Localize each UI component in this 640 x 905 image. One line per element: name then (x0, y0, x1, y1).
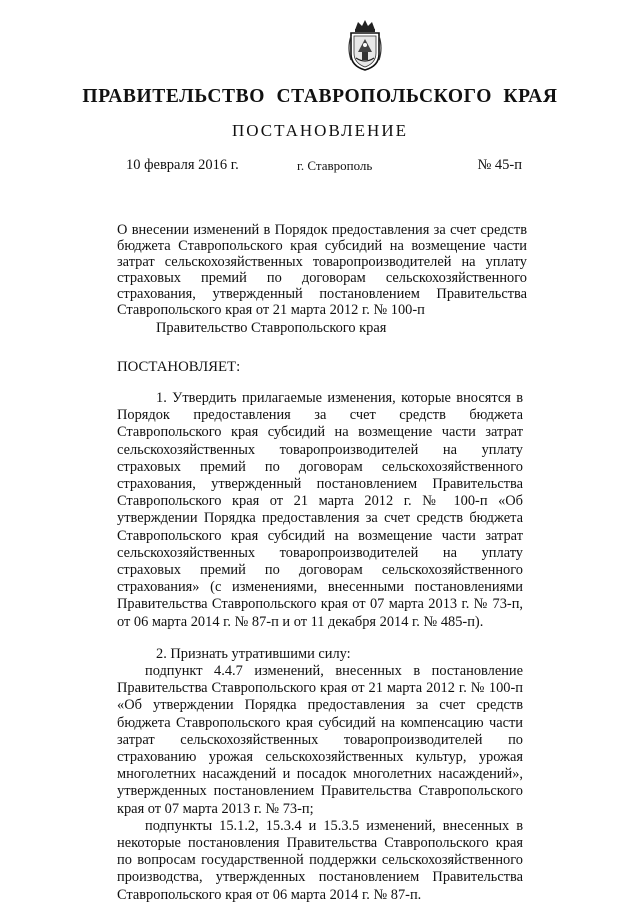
government-title: ПРАВИТЕЛЬСТВО СТАВРОПОЛЬСКОГО КРАЯ (82, 86, 558, 107)
paragraph-2b: подпункты 15.1.2, 15.3.4 и 15.3.5 изменений, внесенных в некоторые постановления Правительства Ставропольского края по вопросам государственной поддержки сельскохозяйственного производства, утвержденных постановлением Правительства Ставропольского края от 06 марта 2014 г. № 87-п. (117, 817, 523, 903)
preamble: Правительство Ставропольского края (156, 320, 387, 336)
document-city: г. Ставрополь (297, 158, 373, 173)
document-body (117, 390, 523, 904)
coat-of-arms-icon (345, 18, 385, 72)
document-subject: О внесении изменений в Порядок предоставления за счет средств бюджета Ставропольского края субсидий на возмещение части затрат сельскохозяйственных товаропроизводителей на уплату страховых премий по договорам сельскохозяйственного страхования, утвержденный постановлением Правительства Ставропольского края от 21 марта 2012 г. № 100-п (117, 222, 527, 318)
document-type: ПОСТАНОВЛЕНИЕ (231, 121, 408, 140)
document-date: 10 февраля 2016 г. (126, 157, 239, 173)
paragraph-1: 1. Утвердить прилагаемые изменения, которые вносятся в Порядок предоставления за счет средств бюджета Ставропольского края субсидий на возмещение части затрат сельскохозяйственных товаропроизводителей на уплату страховых премий по договорам сельскохозяйственного страхования, утвержденный постановлением Правительства Ставропольского края от 21 марта 2012 г. № 100-п «Об утверждении Порядка предоставления за счет средств бюджета Ставропольского края субсидий на возмещение части затрат сельскохозяйственных товаропроизводителей на уплату страховых премий по договорам сельскохозяйственного страхования» (с изменениями, внесенными постановлениями Правительства Ставропольского края от 07 марта 2013 г. № 73-п, от 06 марта 2014 г. № 87-п и от 11 декабря 2014 г. № 485-п). (117, 390, 523, 630)
paragraph-2a: подпункт 4.4.7 изменений, внесенных в постановление Правительства Ставропольского края от 21 марта 2012 г. № 100-п «Об утверждении Порядка предоставления за счет средств бюджета Ставропольского края субсидий на компенсацию части затрат сельскохозяйственных товаропроизводителей по страхованию урожая сельскохозяйственных культур, урожая многолетних насаждений и посадок многолетних насаждений», утвержденных постановлением Правительства Ставропольского края от 07 марта 2013 г. № 73-п; (117, 663, 523, 817)
paragraph-2: 2. Признать утратившими силу: (156, 645, 351, 662)
resolves-heading: ПОСТАНОВЛЯЕТ: (117, 359, 241, 375)
document-number: № 45-п (477, 157, 522, 173)
